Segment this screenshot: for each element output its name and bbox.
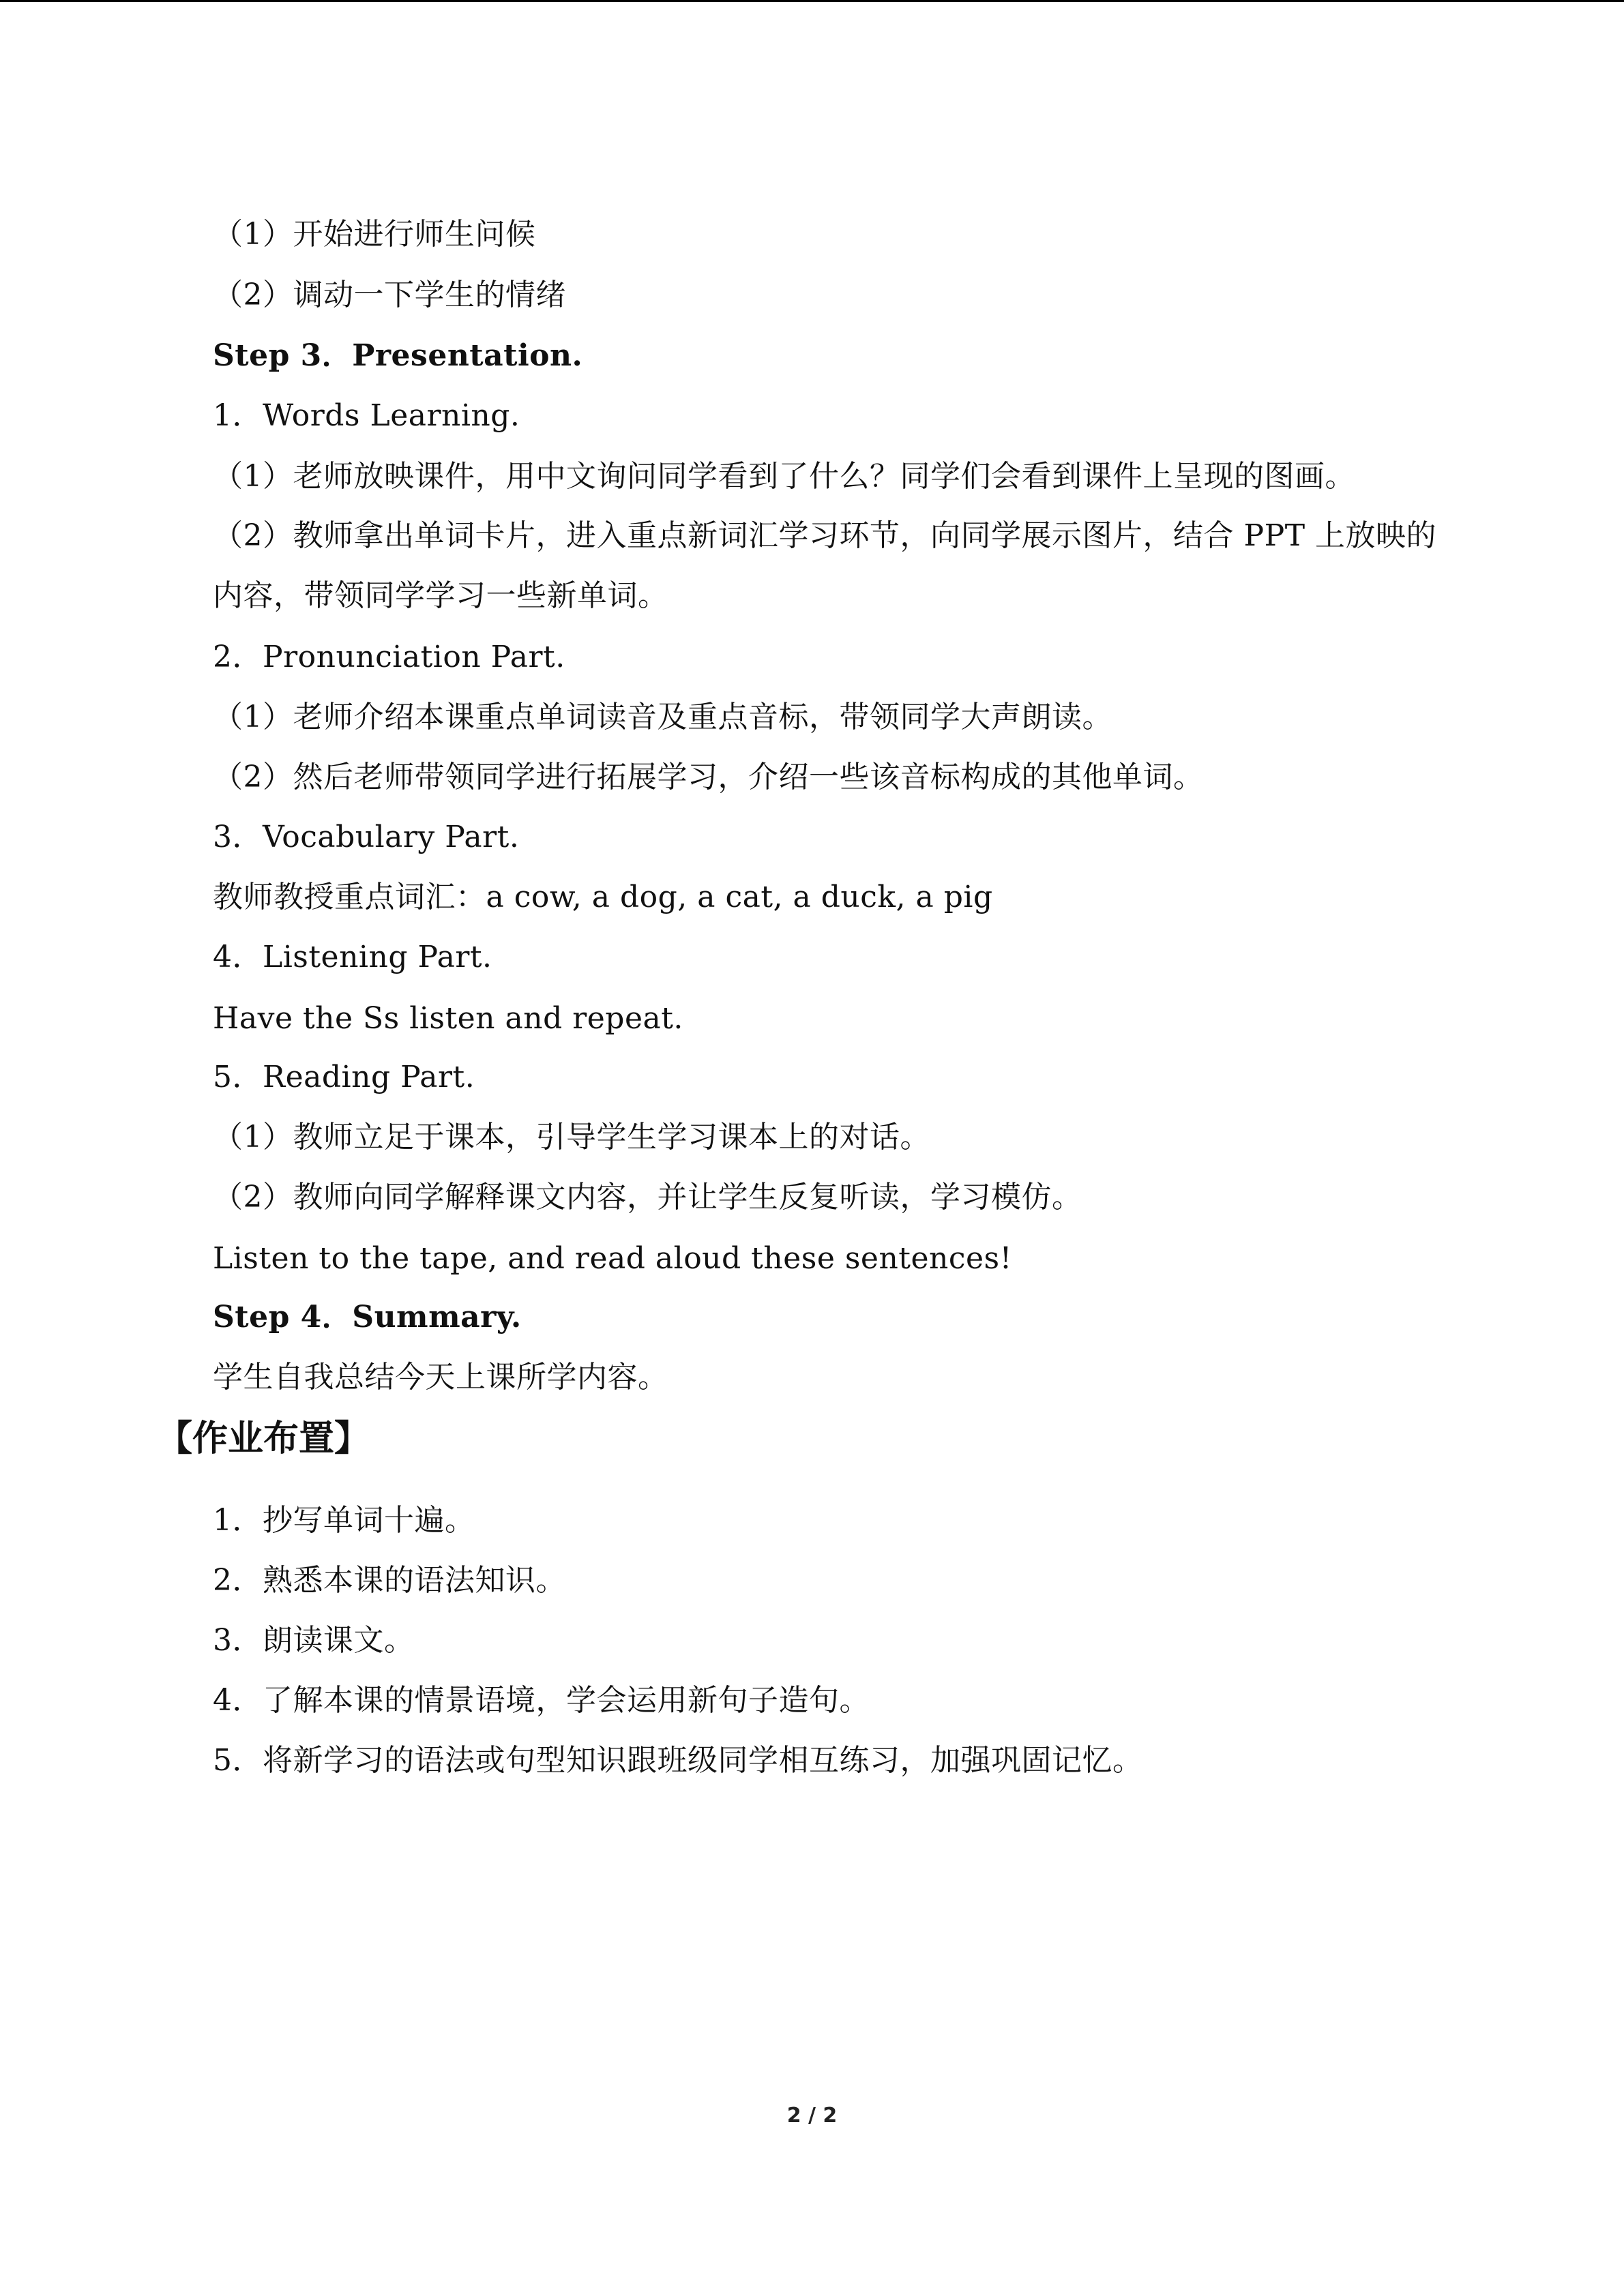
pronunciation-item-2: （2）然后老师带领同学进行拓展学习，介绍一些该音标构成的其他单词。 [213, 760, 1204, 794]
mood-step: （2）调动一下学生的情绪 [213, 278, 566, 312]
pronunciation-item-1: （1）老师介绍本课重点单词读音及重点音标，带领同学大声朗读。 [213, 700, 1112, 734]
step3-heading: Step 3．Presentation. [213, 338, 583, 373]
homework-item: 3．朗读课文。 [213, 1623, 415, 1658]
words-learning-item-2: （2）教师拿出单词卡片，进入重点新词汇学习环节，向同学展示图片，结合 PPT 上放映的内容，带领同学学习一些新单词。 [213, 518, 1437, 613]
words-learning-heading: 1．Words Learning. [213, 398, 520, 433]
vocabulary-heading: 3．Vocabulary Part. [213, 820, 520, 854]
listening-heading: 4．Listening Part. [213, 940, 492, 974]
reading-item-2: （2）教师向同学解释课文内容，并让学生反复听读，学习模仿。 [213, 1180, 1082, 1214]
homework-item: 5．将新学习的语法或句型知识跟班级同学相互练习，加强巩固记忆。 [213, 1743, 1143, 1778]
words-learning-item-1: （1）老师放映课件，用中文询问同学看到了什么？同学们会看到课件上呈现的图画。 [213, 459, 1355, 494]
homework-heading: 【作业布置】 [157, 1418, 370, 1459]
reading-instruction: Listen to the tape, and read aloud these sentences! [213, 1241, 1012, 1276]
page-number: 2 / 2 [786, 2104, 838, 2128]
step4-heading: Step 4．Summary. [213, 1300, 522, 1335]
homework-item: 4．了解本课的情景语境，学会运用新句子造句。 [213, 1683, 870, 1718]
vocabulary-words: 教师教授重点词汇：a cow, a dog, a cat, a duck, a pig [213, 880, 993, 914]
greeting-step: （1）开始进行师生问候 [213, 217, 536, 252]
pronunciation-heading: 2．Pronunciation Part. [213, 640, 565, 674]
reading-heading: 5．Reading Part. [213, 1060, 475, 1094]
reading-item-1: （1）教师立足于课本，引导学生学习课本上的对话。 [213, 1120, 930, 1154]
homework-item: 1．抄写单词十遍。 [213, 1503, 475, 1538]
homework-item: 2．熟悉本课的语法知识。 [213, 1563, 566, 1598]
listening-instruction: Have the Ss listen and repeat. [213, 1001, 683, 1036]
summary-text: 学生自我总结今天上课所学内容。 [213, 1360, 668, 1395]
